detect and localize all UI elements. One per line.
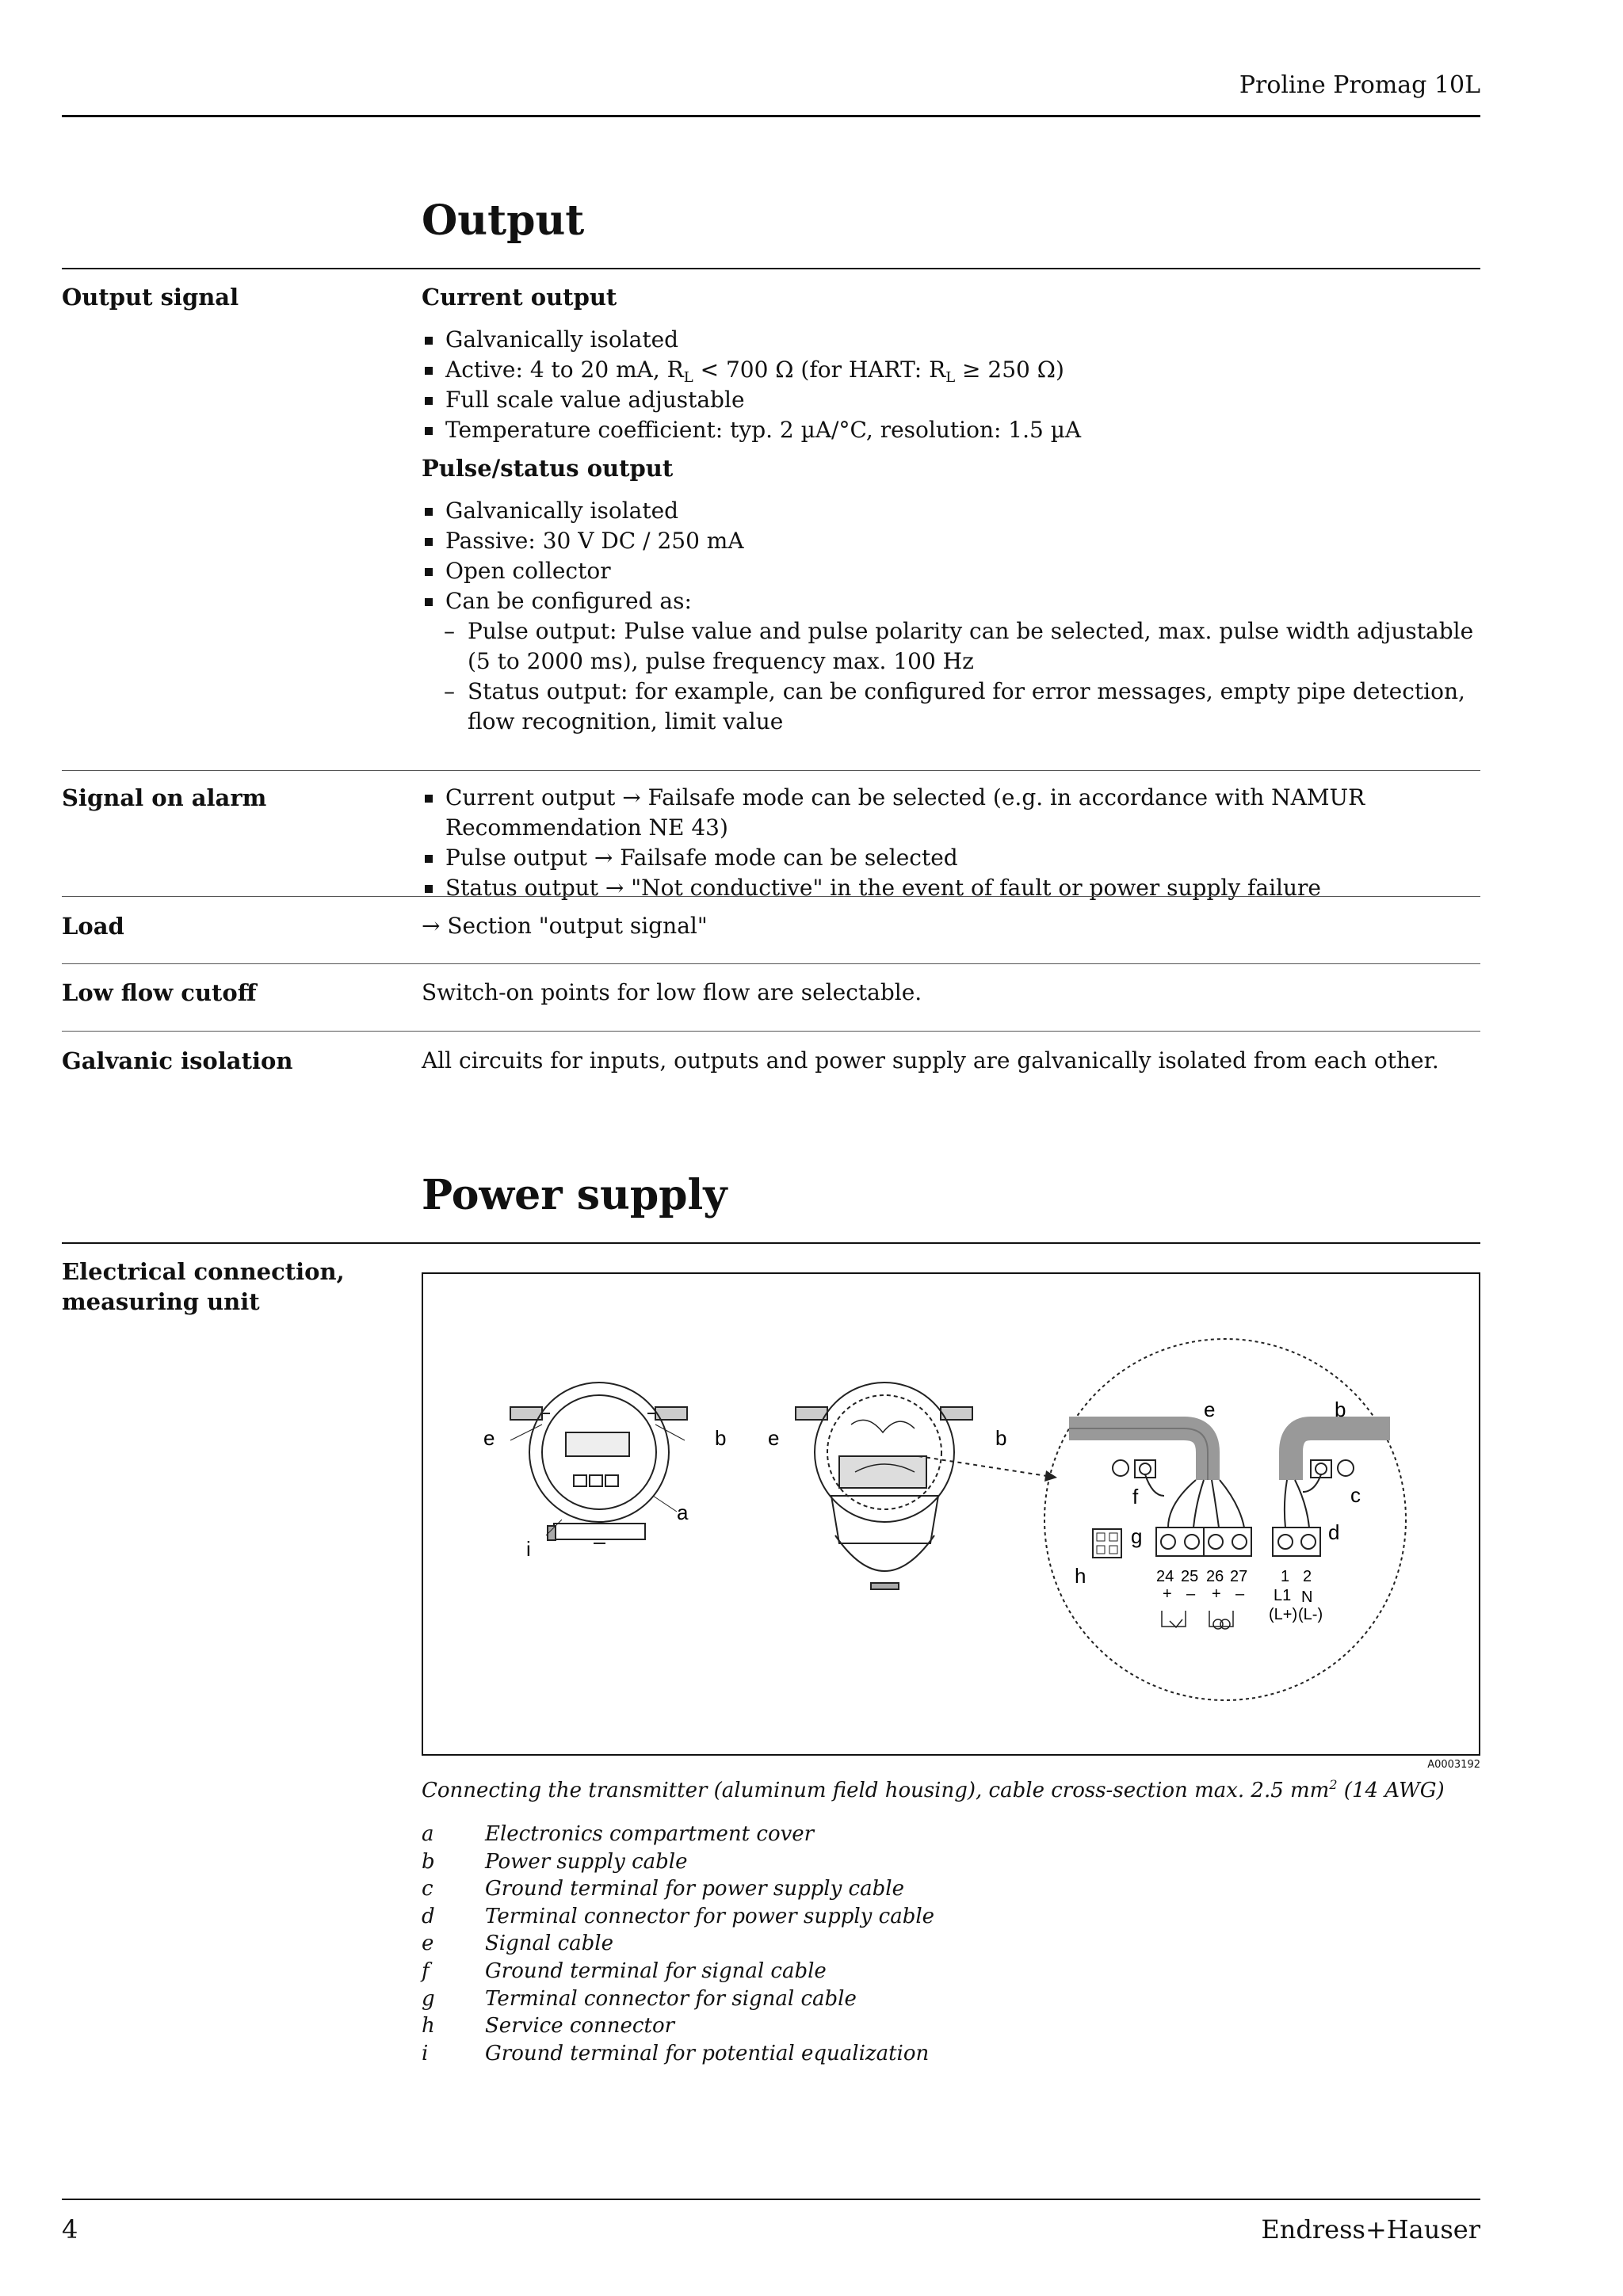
polarity-minus: – bbox=[1235, 1585, 1245, 1603]
signal-on-alarm-body bbox=[422, 783, 1480, 911]
legend-text: Terminal connector for signal cable bbox=[485, 1986, 857, 2011]
list-item: Pulse output → Failsafe mode can be selected bbox=[422, 843, 1480, 873]
row-rule bbox=[62, 1031, 1480, 1032]
legend-row bbox=[422, 1903, 934, 1931]
list-item: Full scale value adjustable bbox=[422, 385, 1480, 415]
terminal-1: 1 bbox=[1281, 1568, 1290, 1585]
load-text: → Section "output signal" bbox=[422, 913, 708, 939]
caption-superscript: 2 bbox=[1329, 1777, 1338, 1792]
legend-row bbox=[422, 1958, 934, 1985]
legend-text: Terminal connector for power supply cable bbox=[485, 1904, 935, 1928]
wiring-figure bbox=[422, 1272, 1480, 1756]
legend-row bbox=[422, 1875, 934, 1903]
label-lminus: (L-) bbox=[1298, 1606, 1323, 1623]
row-label-load: Load bbox=[62, 913, 124, 940]
label-b-2: b bbox=[995, 1426, 1007, 1450]
row-label-output-signal: Output signal bbox=[62, 284, 239, 311]
list-item: Status output → "Not conductive" in the event of fault or power supply failure bbox=[422, 873, 1480, 903]
legend-key: i bbox=[422, 2041, 429, 2065]
label-lplus: (L+) bbox=[1269, 1606, 1298, 1623]
pulse-output-heading: Pulse/status output bbox=[422, 455, 674, 482]
housing-closed bbox=[510, 1383, 687, 1543]
list-item: Current output → Failsafe mode can be selected (e.g. in accordance with NAMUR Recommendation NE 43) bbox=[422, 783, 1480, 843]
legend-key: f bbox=[422, 1958, 430, 1983]
low-flow-cutoff-text: Switch-on points for low flow are selectable. bbox=[422, 979, 922, 1005]
legend-text: Ground terminal for power supply cable bbox=[485, 1877, 904, 1901]
legend-key: g bbox=[422, 1986, 435, 2011]
terminal-24: 24 bbox=[1156, 1568, 1174, 1585]
legend-row bbox=[422, 1985, 934, 2013]
row-label-signal-on-alarm: Signal on alarm bbox=[62, 784, 267, 811]
active-mid: < 700 Ω (for HART: R bbox=[693, 357, 946, 383]
brand-name: Endress+Hauser bbox=[1261, 2214, 1480, 2245]
figure-id: A0003192 bbox=[1427, 1759, 1480, 1771]
active-prefix: Active: 4 to 20 mA, R bbox=[445, 357, 684, 383]
sub-list-item: – Pulse output: Pulse value and pulse polarity can be selected, max. pulse width adjustable (5 to 2000 ms), pulse frequency max. 100 Hz bbox=[444, 616, 1480, 677]
section-rule bbox=[62, 268, 1480, 269]
polarity-minus: – bbox=[1186, 1585, 1196, 1603]
legend-row bbox=[422, 2012, 934, 2040]
label-a: a bbox=[677, 1501, 689, 1524]
legend-row bbox=[422, 2040, 934, 2068]
list-item: Galvanically isolated bbox=[422, 325, 1480, 355]
legend-key: d bbox=[422, 1904, 435, 1928]
label-c: c bbox=[1350, 1483, 1361, 1507]
current-output-symbol-icon bbox=[1209, 1611, 1233, 1629]
figure-legend bbox=[422, 1821, 934, 2067]
pulse-output-list bbox=[422, 496, 1480, 616]
housing-open bbox=[796, 1383, 972, 1589]
label-e-1: e bbox=[483, 1426, 495, 1450]
configure-sub-list bbox=[422, 616, 1480, 737]
page-number: 4 bbox=[62, 2214, 78, 2245]
subscript-l: L bbox=[683, 369, 693, 386]
wiring-diagram bbox=[423, 1274, 1482, 1757]
row-label-galvanic-isolation: Galvanic isolation bbox=[62, 1047, 293, 1074]
legend-text: Service connector bbox=[485, 2014, 675, 2039]
legend-text: Ground terminal for signal cable bbox=[485, 1958, 827, 1983]
current-output-heading: Current output bbox=[422, 284, 617, 311]
legend-text: Power supply cable bbox=[485, 1849, 688, 1874]
legend-text: Ground terminal for potential equalization bbox=[485, 2041, 930, 2065]
label-b-3: b bbox=[1335, 1398, 1346, 1421]
terminal-25: 25 bbox=[1181, 1568, 1199, 1585]
output-signal-body bbox=[422, 282, 1480, 737]
legend-text: Electronics compartment cover bbox=[485, 1822, 815, 1846]
row-label-electrical-connection bbox=[62, 1257, 395, 1317]
row-rule bbox=[62, 896, 1480, 897]
section-title-power-supply: Power supply bbox=[422, 1171, 727, 1219]
sub-list-item: – Status output: for example, can be configured for error messages, empty pipe detection, flow recognition, limit value bbox=[444, 677, 1480, 737]
current-output-list bbox=[422, 325, 1480, 445]
label-i: i bbox=[526, 1537, 531, 1561]
label-line: measuring unit bbox=[62, 1288, 260, 1315]
label-line: Electrical connection, bbox=[62, 1258, 345, 1285]
label-b-1: b bbox=[715, 1426, 727, 1450]
active-suffix: ≥ 250 Ω) bbox=[955, 357, 1064, 383]
label-d: d bbox=[1328, 1520, 1340, 1544]
terminal-26: 26 bbox=[1206, 1568, 1224, 1585]
row-label-low-flow-cutoff: Low flow cutoff bbox=[62, 979, 257, 1006]
legend-key: c bbox=[422, 1877, 433, 1901]
list-item: Passive: 30 V DC / 250 mA bbox=[422, 526, 1480, 556]
row-rule bbox=[62, 770, 1480, 771]
header-rule bbox=[62, 115, 1480, 117]
label-l1: L1 bbox=[1274, 1587, 1292, 1604]
legend-text: Signal cable bbox=[485, 1932, 614, 1956]
label-f: f bbox=[1132, 1485, 1139, 1508]
label-e-3: e bbox=[1204, 1398, 1216, 1421]
list-item: Can be configured as: bbox=[422, 586, 1480, 616]
polarity-plus: + bbox=[1212, 1585, 1221, 1603]
legend-key: h bbox=[422, 2014, 435, 2039]
list-item: Open collector bbox=[422, 556, 1480, 586]
section-title-output: Output bbox=[422, 196, 585, 245]
figure-caption bbox=[422, 1779, 1445, 1802]
caption-text: Connecting the transmitter (aluminum field housing), cable cross-section max. 2.5 mm bbox=[422, 1779, 1330, 1802]
legend-key: e bbox=[422, 1932, 434, 1956]
legend-key: a bbox=[422, 1822, 434, 1846]
list-item-active bbox=[422, 355, 1480, 385]
legend-row bbox=[422, 1848, 934, 1876]
row-rule bbox=[62, 963, 1480, 964]
label-g: g bbox=[1131, 1524, 1143, 1548]
list-item: Galvanically isolated bbox=[422, 496, 1480, 526]
label-e-2: e bbox=[768, 1426, 780, 1450]
document-title: Proline Promag 10L bbox=[1239, 71, 1480, 99]
terminal-27: 27 bbox=[1230, 1568, 1248, 1585]
legend-row bbox=[422, 1930, 934, 1958]
terminal-2: 2 bbox=[1303, 1568, 1312, 1585]
subscript-l: L bbox=[945, 369, 956, 386]
list-item: Temperature coefficient: typ. 2 µA/°C, resolution: 1.5 µA bbox=[422, 415, 1480, 445]
label-n: N bbox=[1301, 1589, 1313, 1606]
section-rule bbox=[62, 1242, 1480, 1244]
label-h: h bbox=[1075, 1564, 1086, 1588]
caption-suffix: (14 AWG) bbox=[1337, 1779, 1445, 1802]
legend-row bbox=[422, 1821, 934, 1848]
galvanic-isolation-text: All circuits for inputs, outputs and power supply are galvanically isolated from each other. bbox=[422, 1047, 1439, 1074]
legend-key: b bbox=[422, 1849, 435, 1874]
pulse-output-symbol-icon bbox=[1162, 1611, 1186, 1627]
polarity-plus: + bbox=[1163, 1585, 1172, 1603]
alarm-list bbox=[422, 783, 1480, 903]
footer-rule bbox=[62, 2199, 1480, 2200]
